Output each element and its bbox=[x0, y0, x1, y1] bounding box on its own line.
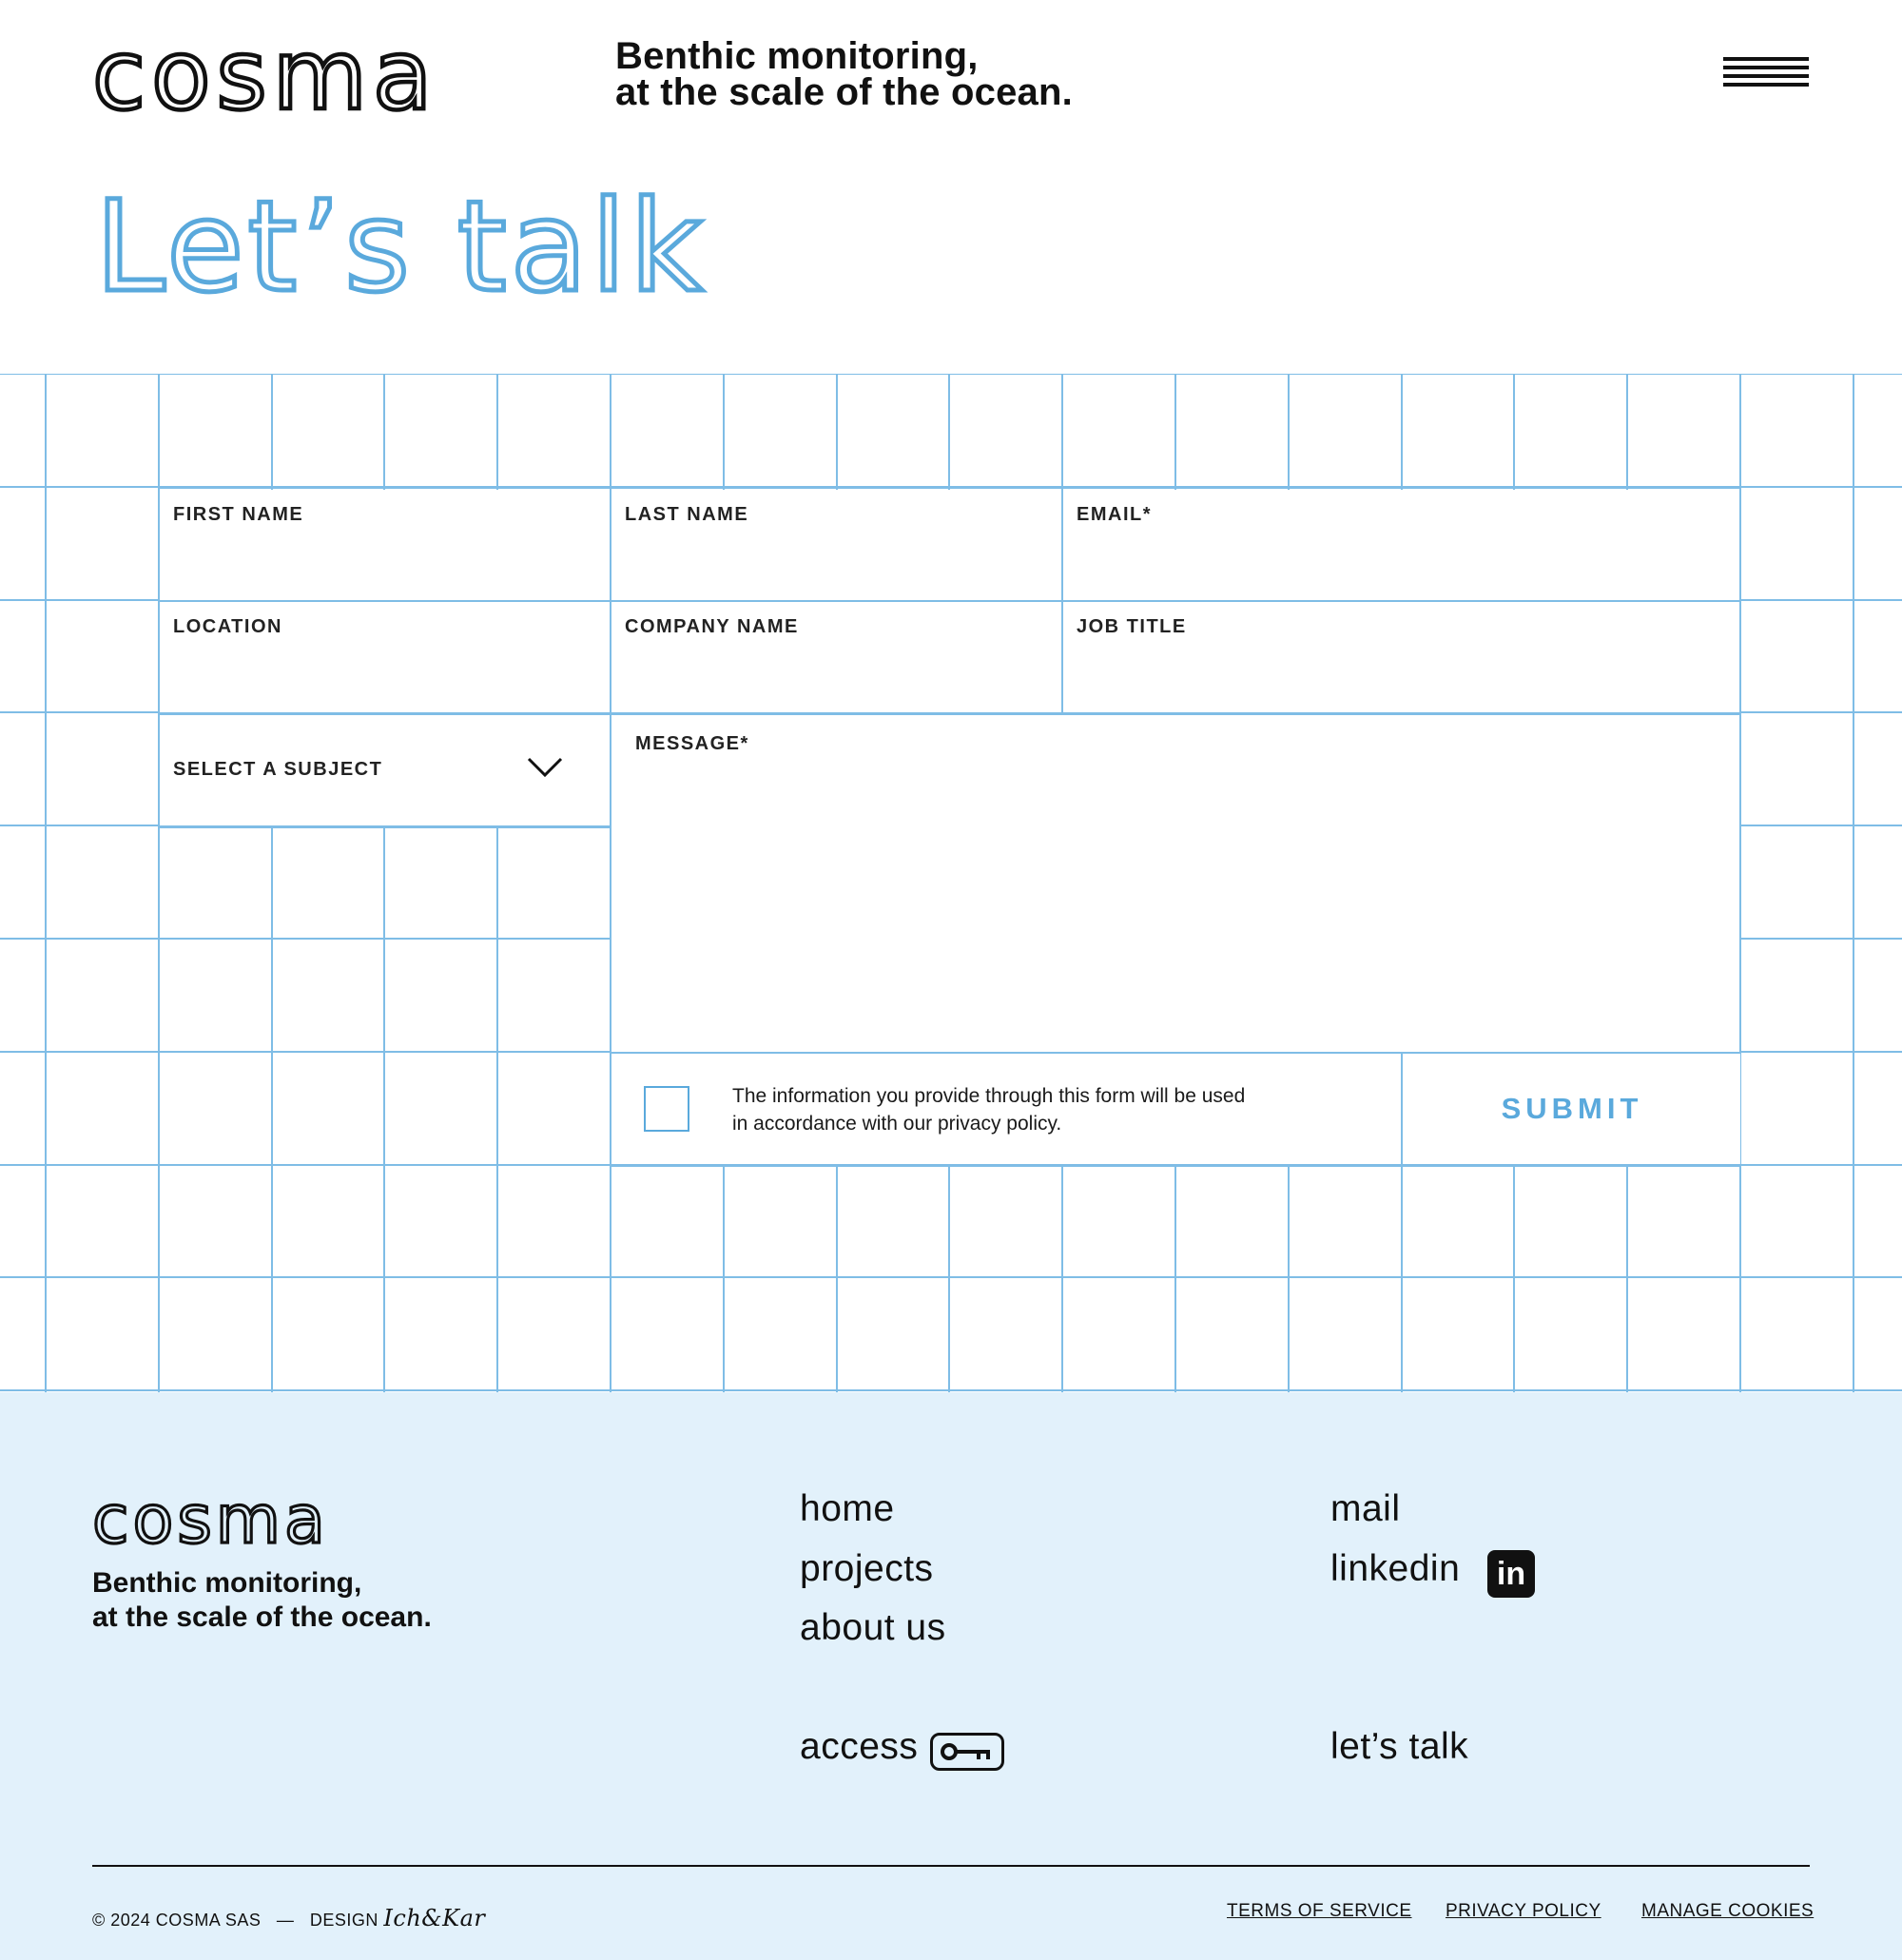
privacy-consent-line1: The information you provide through this form will be used bbox=[732, 1085, 1246, 1107]
svg-text:cosma: cosma bbox=[92, 38, 438, 114]
email-label: EMAIL* bbox=[1077, 504, 1152, 525]
linkedin-icon[interactable]: in bbox=[1487, 1550, 1535, 1598]
footer-tagline bbox=[92, 1566, 432, 1635]
footer-lets-talk[interactable]: let’s talk bbox=[1330, 1726, 1469, 1767]
copyright-text: © 2024 COSMA SAS bbox=[92, 1911, 262, 1930]
field-border bbox=[1062, 488, 1740, 601]
header-tagline-line1: Benthic monitoring, bbox=[615, 35, 979, 77]
subject-select-value: SELECT A SUBJECT bbox=[173, 759, 383, 780]
footer bbox=[0, 1392, 1902, 1960]
footer-nav-access[interactable]: access bbox=[800, 1726, 919, 1767]
privacy-consent-text bbox=[732, 1082, 1341, 1137]
privacy-consent-checkbox[interactable] bbox=[644, 1086, 689, 1132]
message-label: MESSAGE* bbox=[635, 733, 749, 754]
header-tagline-line2: at the scale of the ocean. bbox=[615, 71, 1073, 113]
footer-contact-linkedin[interactable]: linkedin bbox=[1330, 1548, 1461, 1589]
terms-of-service-link[interactable]: TERMS OF SERVICE bbox=[1227, 1901, 1412, 1921]
footer-divider bbox=[92, 1865, 1810, 1867]
footer-nav-projects[interactable]: projects bbox=[800, 1548, 934, 1589]
last-name-label: LAST NAME bbox=[625, 504, 749, 525]
footer-nav-home[interactable]: home bbox=[800, 1488, 895, 1529]
footer-copyright bbox=[92, 1905, 485, 1931]
copyright-dash: — bbox=[265, 1911, 305, 1930]
company-name-label: COMPANY NAME bbox=[625, 616, 799, 637]
design-signature[interactable]: Ich&Kar bbox=[383, 1905, 486, 1931]
footer-contact-mail[interactable]: mail bbox=[1330, 1488, 1401, 1529]
privacy-consent-line2: in accordance with our privacy policy. bbox=[732, 1113, 1062, 1135]
location-label: LOCATION bbox=[173, 616, 282, 637]
svg-text:cosma: cosma bbox=[92, 1493, 329, 1546]
chevron-down-icon[interactable] bbox=[526, 756, 564, 779]
footer-tagline-line2: at the scale of the ocean. bbox=[92, 1601, 432, 1633]
footer-tagline-line1: Benthic monitoring, bbox=[92, 1567, 362, 1599]
svg-text:Let’s talk: Let’s talk bbox=[95, 181, 707, 304]
privacy-policy-link[interactable]: PRIVACY POLICY bbox=[1446, 1901, 1601, 1921]
footer-logo-wordmark bbox=[92, 1493, 378, 1546]
field-border bbox=[611, 714, 1740, 1053]
job-title-label: JOB TITLE bbox=[1077, 616, 1187, 637]
key-icon[interactable] bbox=[930, 1733, 1004, 1771]
manage-cookies-link[interactable]: MANAGE COOKIES bbox=[1641, 1901, 1815, 1921]
design-label: DESIGN bbox=[309, 1911, 378, 1930]
submit-button[interactable]: SUBMIT bbox=[1404, 1054, 1740, 1164]
footer-nav-about[interactable]: about us bbox=[800, 1607, 946, 1648]
first-name-label: FIRST NAME bbox=[173, 504, 304, 525]
footer-logo[interactable] bbox=[92, 1493, 378, 1546]
